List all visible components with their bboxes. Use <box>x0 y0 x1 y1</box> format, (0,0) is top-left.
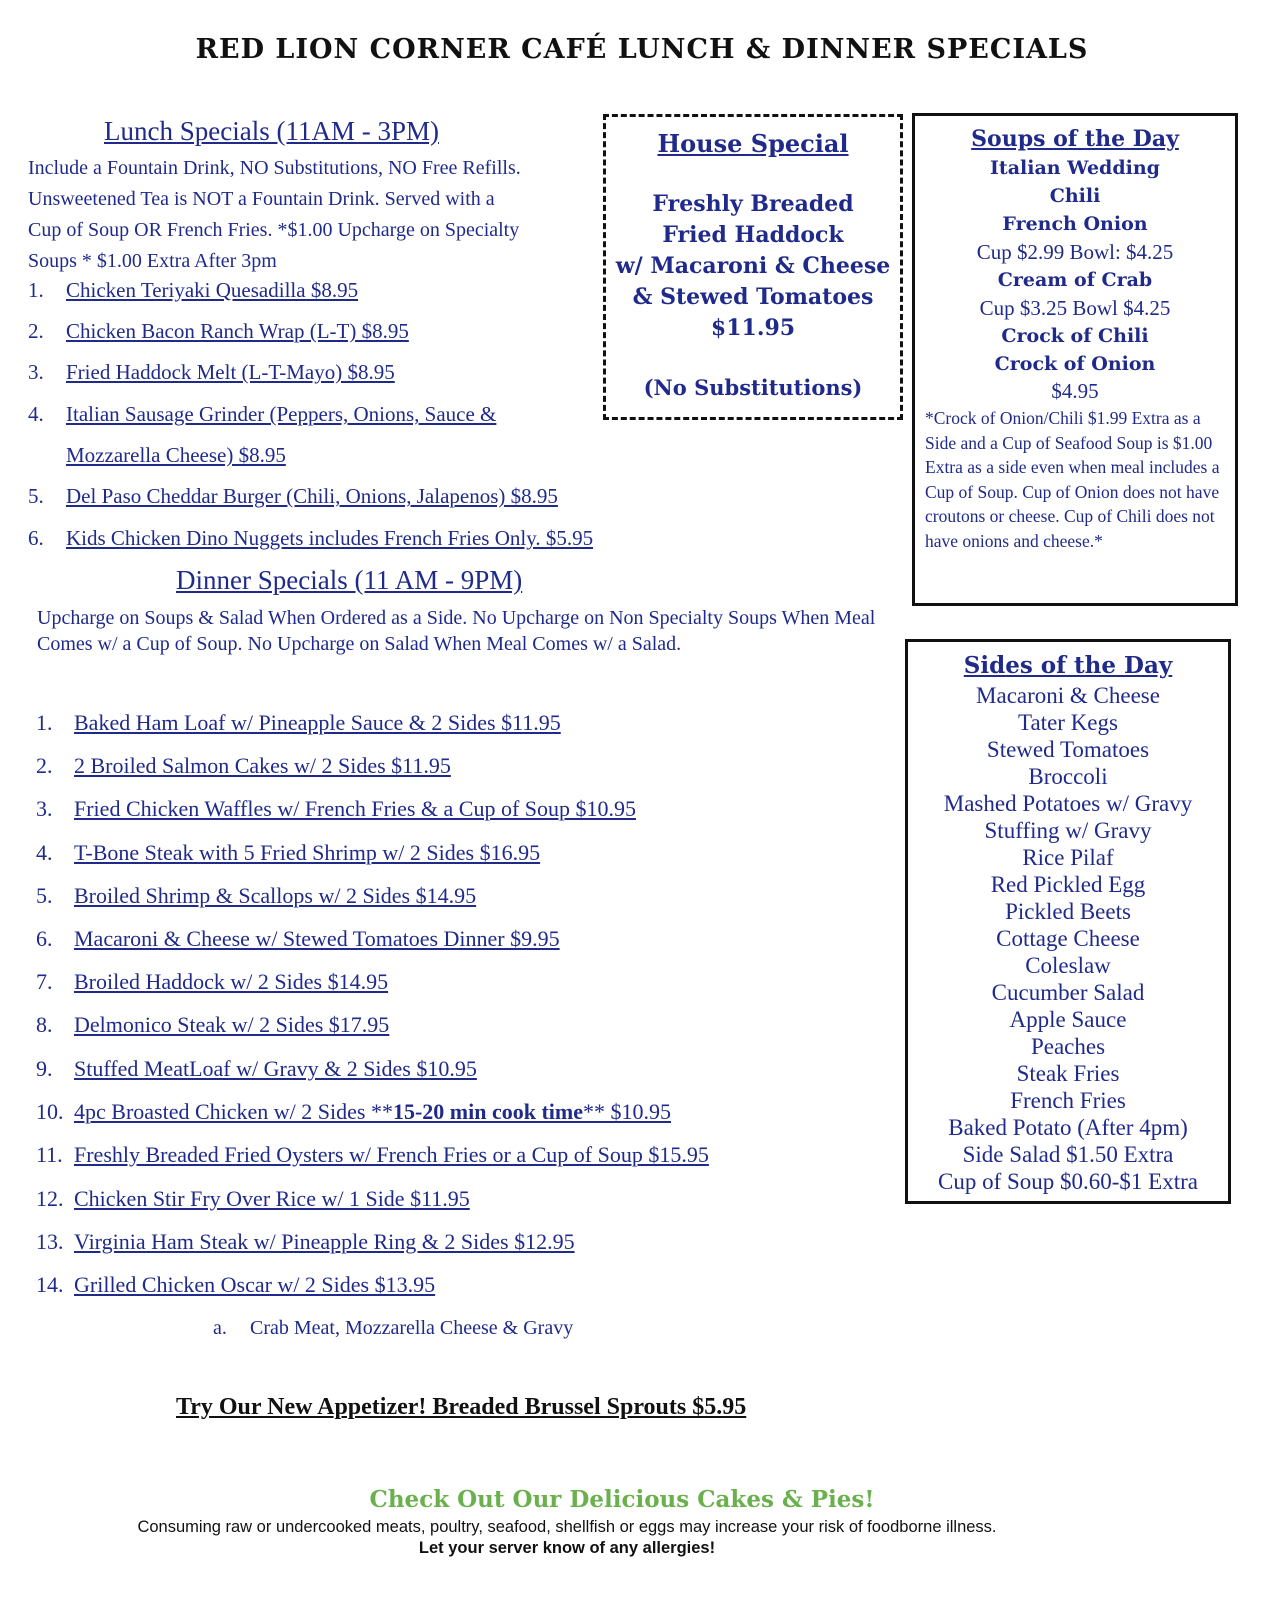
lunch-intro-line: Include a Fountain Drink, NO Substitutions, NO Free Refills. <box>28 157 521 179</box>
lunch-intro-line: Cup of Soup OR French Fries. *$1.00 Upcharge on Specialty <box>28 219 520 241</box>
side-item: Cottage Cheese <box>996 926 1140 951</box>
item-text: Chicken Bacon Ranch Wrap (L-T) $8.95 <box>66 319 409 343</box>
item-number: 10. <box>36 1099 64 1124</box>
side-item: Stuffing w/ Gravy <box>984 818 1152 843</box>
item-number: 9. <box>36 1056 53 1081</box>
lunch-intro <box>28 153 628 277</box>
house-special-line: Fried Haddock <box>662 222 844 248</box>
item-number: 4. <box>28 402 44 426</box>
side-item: Steak Fries <box>1016 1061 1120 1086</box>
soup-price-line: Cup $3.25 Bowl $4.25 <box>979 296 1171 320</box>
side-item: Stewed Tomatoes <box>986 737 1150 762</box>
item-text: Macaroni & Cheese w/ Stewed Tomatoes Dinner $9.95 <box>74 926 560 951</box>
sides-list <box>908 682 1228 1195</box>
side-item: Apple Sauce <box>1009 1007 1127 1032</box>
lunch-intro-line: Unsweetened Tea is NOT a Fountain Drink. Served with a <box>28 188 495 210</box>
soups-note: *Crock of Onion/Chili $1.99 Extra as a Side and a Cup of Seafood Soup is $1.00 Extra as a side even when meal includes a Cup of Soup. Cup of Onion does not have croutons or cheese. Cup of Chili does not have onions and cheese.* <box>925 408 1220 551</box>
soup-line: Crock of Onion <box>994 353 1156 375</box>
item-text: Broiled Haddock w/ 2 Sides $14.95 <box>74 969 389 994</box>
item-number: 13. <box>36 1229 64 1254</box>
soups-of-the-day-box <box>912 113 1238 606</box>
house-special-note: (No Substitutions) <box>643 375 863 400</box>
side-item: Coleslaw <box>1025 953 1111 978</box>
item-number: 12. <box>36 1186 64 1211</box>
house-special-line: Freshly Breaded <box>652 191 854 217</box>
house-special-price: $11.95 <box>710 315 796 341</box>
side-item: Macaroni & Cheese <box>976 683 1160 708</box>
item-number: 2. <box>28 319 44 343</box>
item-text: Delmonico Steak w/ 2 Sides $17.95 <box>74 1012 390 1037</box>
soup-line: Chili <box>1049 185 1101 207</box>
item-number: 11. <box>36 1142 63 1167</box>
cakes-and-pies-banner: Check Out Our Delicious Cakes & Pies! <box>369 1486 875 1513</box>
side-item: Pickled Beets <box>1005 899 1131 924</box>
item-text-part: ** $10.95 <box>583 1099 671 1124</box>
side-item: Mashed Potatoes w/ Gravy <box>943 791 1193 816</box>
house-special-line: & Stewed Tomatoes <box>632 284 874 310</box>
item-number: 6. <box>28 526 44 550</box>
sub-item-text: Crab Meat, Mozzarella Cheese & Gravy <box>250 1317 574 1339</box>
item-number: 3. <box>28 360 44 384</box>
item-text: Grilled Chicken Oscar w/ 2 Sides $13.95 <box>74 1272 436 1297</box>
food-safety-warning: Consuming raw or undercooked meats, poultry, seafood, shellfish or eggs may increase your risk of foodborne illness. <box>137 1518 997 1536</box>
item-text: 2 Broiled Salmon Cakes w/ 2 Sides $11.95 <box>74 753 451 778</box>
side-item: Cucumber Salad <box>991 980 1145 1005</box>
item-text: Stuffed MeatLoaf w/ Gravy & 2 Sides $10.95 <box>74 1056 477 1081</box>
side-item: French Fries <box>1010 1088 1126 1113</box>
lunch-specials-heading: Lunch Specials (11AM - 3PM) <box>104 116 439 146</box>
side-item: Cup of Soup $0.60-$1 Extra <box>937 1169 1198 1194</box>
side-item: Baked Potato (After 4pm) <box>948 1115 1188 1140</box>
cook-time-note: 15-20 min cook time <box>392 1099 583 1124</box>
item-number: 8. <box>36 1012 53 1037</box>
allergy-notice: Let your server know of any allergies! <box>418 1539 716 1557</box>
item-number: 3. <box>36 796 53 821</box>
dinner-specials-heading: Dinner Specials (11 AM - 9PM) <box>176 565 523 595</box>
new-appetizer-banner: Try Our New Appetizer! Breaded Brussel Sprouts $5.95 <box>176 1394 747 1420</box>
side-item: Red Pickled Egg <box>990 872 1146 897</box>
dinner-intro: Upcharge on Soups & Salad When Ordered as a Side. No Upcharge on Non Specialty Soups When Meal Comes w/ a Cup of Soup. No Upcharge on Salad When Meal Comes w/ a Salad. <box>37 607 876 655</box>
side-item: Broccoli <box>1028 764 1108 789</box>
item-number: 6. <box>36 926 53 951</box>
item-text: T-Bone Steak with 5 Fried Shrimp w/ 2 Sides $16.95 <box>74 840 541 865</box>
item-text: Baked Ham Loaf w/ Pineapple Sauce & 2 Sides $11.95 <box>74 710 561 735</box>
side-item: Tater Kegs <box>1018 710 1118 735</box>
item-number: 1. <box>28 278 44 302</box>
soup-line: Cream of Crab <box>997 269 1153 291</box>
sides-of-the-day-box <box>905 639 1231 1204</box>
house-special-line: w/ Macaroni & Cheese <box>615 253 891 279</box>
item-number: 5. <box>28 484 44 508</box>
soup-line: Crock of Chili <box>1001 325 1149 347</box>
item-number: 4. <box>36 840 53 865</box>
soup-price-line: $4.95 <box>1051 379 1099 403</box>
house-special-box <box>603 114 903 420</box>
item-number: 1. <box>36 710 53 735</box>
sub-item-label: a. <box>213 1317 227 1339</box>
soup-line: Italian Wedding <box>990 157 1160 179</box>
item-text: Fried Haddock Melt (L-T-Mayo) $8.95 <box>66 360 395 384</box>
soups-title: Soups of the Day <box>971 126 1179 152</box>
item-text: Fried Chicken Waffles w/ French Fries & a Cup of Soup $10.95 <box>74 796 637 821</box>
item-text: Broiled Shrimp & Scallops w/ 2 Sides $14.95 <box>74 883 477 908</box>
item-number: 5. <box>36 883 53 908</box>
side-item: Side Salad $1.50 Extra <box>962 1142 1174 1167</box>
item-number: 14. <box>36 1272 64 1297</box>
item-text: Kids Chicken Dino Nuggets includes French Fries Only. $5.95 <box>66 526 594 550</box>
side-item: Rice Pilaf <box>1022 845 1114 870</box>
side-item: Peaches <box>1030 1034 1106 1059</box>
item-text: Chicken Stir Fry Over Rice w/ 1 Side $11.95 <box>74 1186 470 1211</box>
sides-title: Sides of the Day <box>963 652 1173 679</box>
house-special-title: House Special <box>657 129 849 158</box>
item-text: Italian Sausage Grinder (Peppers, Onions, Sauce & <box>66 402 497 426</box>
item-text: Del Paso Cheddar Burger (Chili, Onions, Jalapenos) $8.95 <box>66 484 558 508</box>
page-title: RED LION CORNER CAFÉ LUNCH & DINNER SPECIALS <box>195 34 1089 65</box>
soup-line: French Onion <box>1002 213 1148 235</box>
soup-price-line: Cup $2.99 Bowl: $4.25 <box>976 240 1174 264</box>
item-number: 7. <box>36 969 53 994</box>
item-text: Freshly Breaded Fried Oysters w/ French Fries or a Cup of Soup $15.95 <box>74 1142 709 1167</box>
lunch-intro-line: Soups * $1.00 Extra After 3pm <box>28 250 277 272</box>
item-number: 2. <box>36 753 53 778</box>
item-text: Virginia Ham Steak w/ Pineapple Ring & 2 Sides $12.95 <box>74 1229 575 1254</box>
item-text-part: 4pc Broasted Chicken w/ 2 Sides ** <box>74 1099 393 1124</box>
item-text: Mozzarella Cheese) $8.95 <box>66 443 286 467</box>
item-text <box>74 1099 671 1125</box>
item-text: Chicken Teriyaki Quesadilla $8.95 <box>66 278 359 302</box>
